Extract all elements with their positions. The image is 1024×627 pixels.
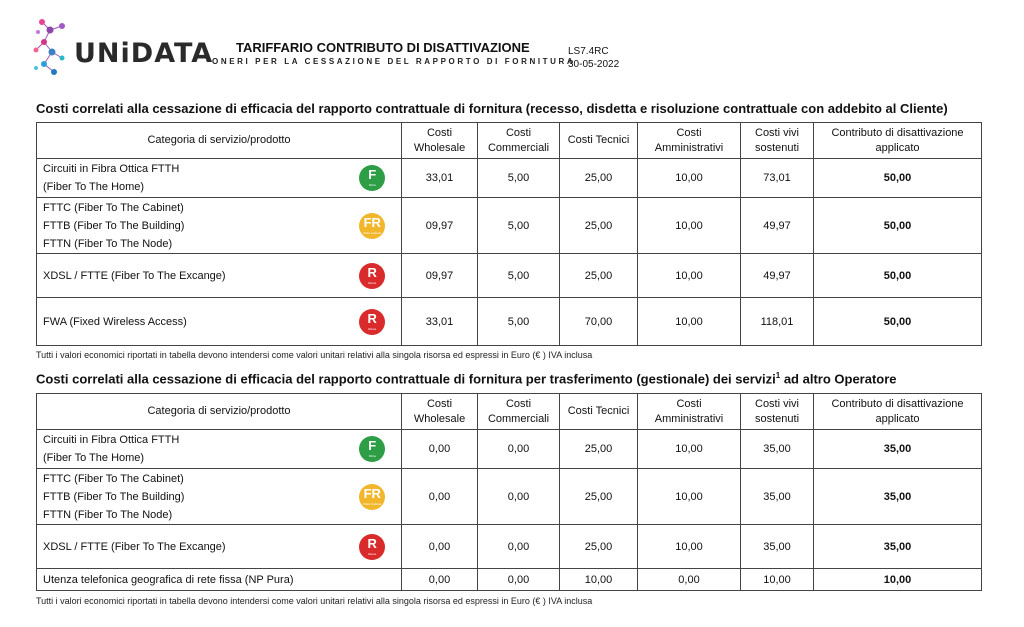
document-header — [0, 0, 1024, 90]
category-cell — [37, 569, 344, 591]
technology-badge-icon — [359, 263, 385, 289]
badge-cell — [344, 469, 402, 525]
category-cell — [37, 159, 344, 198]
vivi-cell: 49,97 — [741, 254, 814, 298]
commerciali-cell: 5,00 — [478, 254, 560, 298]
category-line: (Fiber To The Home) — [43, 452, 145, 464]
tecnici-cell: 25,00 — [560, 254, 638, 298]
table-row — [37, 254, 982, 298]
category-line: XDSL / FTTE (Fiber To The Excange) — [43, 269, 226, 282]
badge-letter: R — [367, 535, 377, 551]
vivi-cell: 35,00 — [741, 430, 814, 469]
amministrativi-cell: 10,00 — [638, 198, 741, 254]
badge-cell — [344, 569, 402, 591]
col-commerciali: Costi Commerciali — [478, 394, 560, 430]
commerciali-cell: 5,00 — [478, 159, 560, 198]
col-amministrativi: Costi Amministrativi — [638, 123, 741, 159]
col-tecnici: Costi Tecnici — [560, 394, 638, 430]
col-contributo: Contributo di disattivazione applicato — [814, 123, 982, 159]
badge-letter: F — [368, 438, 377, 453]
table-row — [37, 569, 982, 591]
document-date: 30-05-2022 — [568, 59, 620, 70]
badge-sublabel: Fibra Cabinet — [363, 230, 382, 235]
table-row — [37, 469, 982, 525]
badge-letter: FR — [363, 485, 381, 501]
contributo-cell: 10,00 — [814, 569, 982, 591]
commerciali-cell: 5,00 — [478, 298, 560, 346]
table-row — [37, 198, 982, 254]
tecnici-cell: 25,00 — [560, 469, 638, 525]
category-line: Circuiti in Fibra Ottica FTTH — [43, 163, 180, 175]
col-wholesale: Costi Wholesale — [402, 123, 478, 159]
tecnici-cell: 70,00 — [560, 298, 638, 346]
category-cell — [37, 254, 344, 298]
category-line: (Fiber To The Home) — [43, 181, 145, 193]
wholesale-cell: 33,01 — [402, 298, 478, 346]
badge-cell — [344, 525, 402, 569]
vivi-cell: 35,00 — [741, 469, 814, 525]
table-row — [37, 298, 982, 346]
col-category: Categoria di servizio/prodotto — [37, 123, 402, 159]
col-tecnici: Costi Tecnici — [560, 123, 638, 159]
document-code — [568, 45, 619, 71]
table-row — [37, 430, 982, 469]
category-line: XDSL / FTTE (Fiber To The Excange) — [43, 540, 226, 553]
section2-title — [36, 371, 897, 386]
unidata-logo — [30, 12, 214, 82]
commerciali-cell: 0,00 — [478, 469, 560, 525]
vivi-cell: 73,01 — [741, 159, 814, 198]
commerciali-cell: 5,00 — [478, 198, 560, 254]
vivi-cell: 49,97 — [741, 198, 814, 254]
category-cell — [37, 298, 344, 346]
col-amministrativi: Costi Amministrativi — [638, 394, 741, 430]
amministrativi-cell: 10,00 — [638, 159, 741, 198]
vivi-cell: 10,00 — [741, 569, 814, 591]
col-vivi: Costi vivi sostenuti — [741, 123, 814, 159]
technology-badge-icon — [359, 534, 385, 560]
badge-cell — [344, 254, 402, 298]
logo-text: UNiDATA — [74, 38, 214, 69]
amministrativi-cell: 10,00 — [638, 254, 741, 298]
badge-sublabel: Fibra Cabinet — [363, 501, 382, 506]
tecnici-cell: 10,00 — [560, 569, 638, 591]
wholesale-cell: 09,97 — [402, 198, 478, 254]
amministrativi-cell: 0,00 — [638, 569, 741, 591]
category-cell — [37, 198, 344, 254]
amministrativi-cell: 10,00 — [638, 469, 741, 525]
section2-title-tail: ad altro Operatore — [780, 371, 897, 387]
badge-letter: R — [367, 310, 377, 326]
col-contributo: Contributo di disattivazione applicato — [814, 394, 982, 430]
category-line: FWA (Fixed Wireless Access) — [43, 315, 187, 328]
category-line: FTTN (Fiber To The Node) — [43, 237, 173, 250]
category-line: FTTB (Fiber To The Building) — [43, 219, 185, 232]
wholesale-cell: 0,00 — [402, 525, 478, 569]
tecnici-cell: 25,00 — [560, 525, 638, 569]
table-row — [37, 159, 982, 198]
table-header-row — [37, 394, 982, 430]
wholesale-cell: 0,00 — [402, 569, 478, 591]
col-category: Categoria di servizio/prodotto — [37, 394, 402, 430]
col-wholesale: Costi Wholesale — [402, 394, 478, 430]
contributo-cell: 35,00 — [814, 430, 982, 469]
category-cell — [37, 430, 344, 469]
section1-body — [37, 159, 982, 346]
badge-sublabel: Fibra — [368, 454, 376, 458]
contributo-cell: 50,00 — [814, 198, 982, 254]
document-subtitle: ONERI PER LA CESSAZIONE DEL RAPPORTO DI FORNITURA — [212, 57, 576, 66]
wholesale-cell: 33,01 — [402, 159, 478, 198]
badge-cell — [344, 430, 402, 469]
badge-letter: R — [367, 264, 377, 280]
vivi-cell: 35,00 — [741, 525, 814, 569]
technology-badge-icon — [359, 165, 385, 191]
vivi-cell: 118,01 — [741, 298, 814, 346]
table-header-row — [37, 123, 982, 159]
category-line: FTTC (Fiber To The Cabinet) — [43, 472, 184, 485]
technology-badge-icon — [359, 213, 385, 239]
document-title: TARIFFARIO CONTRIBUTO DI DISATTIVAZIONE — [236, 40, 530, 55]
category-line: Circuiti in Fibra Ottica FTTH — [43, 434, 180, 446]
category-line: Utenza telefonica geografica di rete fissa (NP Pura) — [43, 573, 294, 586]
badge-cell — [344, 298, 402, 346]
section1-title: Costi correlati alla cessazione di efficacia del rapporto contrattuale di fornitura (recesso, disdetta e risoluzione contrattuale con addebito al Cliente) — [36, 101, 948, 116]
contributo-cell: 35,00 — [814, 469, 982, 525]
col-commerciali: Costi Commerciali — [478, 123, 560, 159]
commerciali-cell: 0,00 — [478, 430, 560, 469]
badge-cell — [344, 198, 402, 254]
wholesale-cell: 0,00 — [402, 430, 478, 469]
amministrativi-cell: 10,00 — [638, 298, 741, 346]
section1-table — [36, 122, 982, 346]
badge-sublabel: Fibra — [368, 183, 376, 187]
badge-sublabel: Rame — [368, 551, 377, 556]
amministrativi-cell: 10,00 — [638, 430, 741, 469]
amministrativi-cell: 10,00 — [638, 525, 741, 569]
table-row — [37, 525, 982, 569]
badge-letter: F — [368, 167, 377, 182]
badge-sublabel: Rame — [368, 280, 377, 285]
category-cell — [37, 525, 344, 569]
section2-note: Tutti i valori economici riportati in tabella devono intendersi come valori unitari relativi alla singola risorsa ed espressi in Euro (€ ) IVA inclusa — [36, 596, 593, 606]
category-line: FTTB (Fiber To The Building) — [43, 490, 185, 503]
badge-cell — [344, 159, 402, 198]
section2-table — [36, 393, 982, 591]
technology-badge-icon — [359, 436, 385, 462]
contributo-cell: 50,00 — [814, 298, 982, 346]
tecnici-cell: 25,00 — [560, 159, 638, 198]
badge-sublabel: Rame — [368, 326, 377, 331]
technology-badge-icon — [359, 309, 385, 335]
contributo-cell: 50,00 — [814, 254, 982, 298]
technology-badge-icon — [359, 484, 385, 510]
section2-body — [37, 430, 982, 591]
tecnici-cell: 25,00 — [560, 198, 638, 254]
category-line: FTTC (Fiber To The Cabinet) — [43, 201, 184, 214]
contributo-cell: 50,00 — [814, 159, 982, 198]
wholesale-cell: 09,97 — [402, 254, 478, 298]
section1-note: Tutti i valori economici riportati in tabella devono intendersi come valori unitari relativi alla singola risorsa ed espressi in Euro (€ ) IVA inclusa — [36, 350, 593, 360]
category-line: FTTN (Fiber To The Node) — [43, 508, 173, 521]
col-vivi: Costi vivi sostenuti — [741, 394, 814, 430]
wholesale-cell: 0,00 — [402, 469, 478, 525]
footnote-marker: 1 — [775, 371, 781, 380]
tecnici-cell: 25,00 — [560, 430, 638, 469]
commerciali-cell: 0,00 — [478, 525, 560, 569]
commerciali-cell: 0,00 — [478, 569, 560, 591]
document-code-id: LS7.4RC — [568, 46, 609, 57]
section2-title-text: Costi correlati alla cessazione di efficacia del rapporto contrattuale di fornitura per trasferimento (gestionale) dei servizi — [36, 371, 776, 387]
badge-letter: FR — [363, 214, 381, 230]
contributo-cell: 35,00 — [814, 525, 982, 569]
category-cell — [37, 469, 344, 525]
